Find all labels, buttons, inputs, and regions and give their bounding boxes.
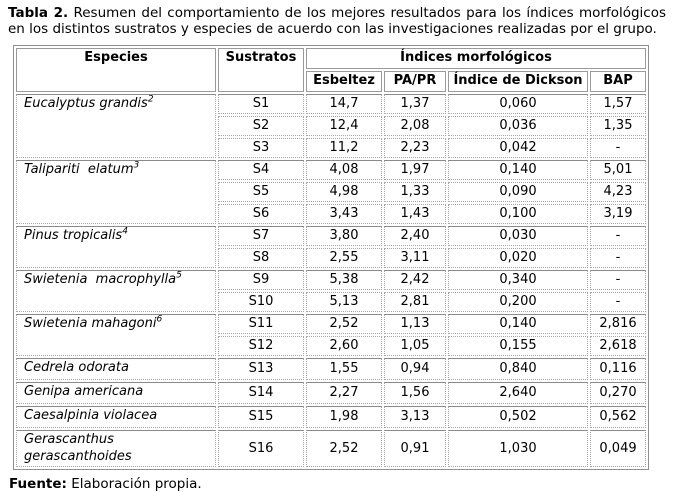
substrate-cell: S11 — [218, 314, 304, 334]
species-cell — [16, 406, 216, 428]
pa-pr-cell: 2,08 — [384, 116, 446, 136]
table-caption-text: Resumen del comportamiento de los mejores resultados para los índices morfológicos en los distintos sustratos y especies de acuerdo con las investigaciones realizadas por el grupo. — [8, 5, 666, 38]
pa-pr-cell: 1,33 — [384, 182, 446, 202]
header-indices-group: Índices morfológicos — [306, 48, 646, 69]
substrate-cell: S16 — [218, 430, 304, 467]
esbeltez-cell: 2,55 — [306, 248, 382, 268]
esbeltez-cell: 12,4 — [306, 116, 382, 136]
species-footnote-superscript: 5 — [176, 271, 182, 282]
header-indice-dickson: Índice de Dickson — [448, 71, 588, 92]
pa-pr-cell: 1,43 — [384, 204, 446, 224]
header-pa-pr: PA/PR — [384, 71, 446, 92]
species-footnote-superscript: 2 — [147, 95, 154, 106]
table-header — [16, 48, 646, 93]
esbeltez-cell: 2,27 — [306, 382, 382, 404]
bap-cell: 0,562 — [590, 406, 646, 428]
esbeltez-cell: 2,52 — [306, 314, 382, 334]
header-esbeltez: Esbeltez — [306, 71, 382, 92]
table-row — [16, 382, 646, 404]
substrate-cell: S6 — [218, 204, 304, 224]
species-name: Pinus tropicalis — [24, 228, 123, 244]
pa-pr-cell: 3,13 — [384, 406, 446, 428]
dickson-cell: 1,030 — [448, 430, 588, 467]
table-caption-label: Tabla 2. — [8, 5, 69, 21]
species-name: Gerascanthus gerascanthoides — [24, 432, 132, 464]
dickson-cell: 0,036 — [448, 116, 588, 136]
species-cell — [16, 358, 216, 380]
species-name: Talipariti elatum — [24, 162, 134, 178]
pa-pr-cell: 2,42 — [384, 270, 446, 290]
species-name: Genipa americana — [24, 384, 144, 400]
bap-cell: 0,270 — [590, 382, 646, 404]
substrate-cell: S4 — [218, 160, 304, 180]
bap-cell: - — [590, 226, 646, 246]
esbeltez-cell: 1,98 — [306, 406, 382, 428]
esbeltez-cell: 5,13 — [306, 292, 382, 312]
bap-cell: 4,23 — [590, 182, 646, 202]
species-cell — [16, 430, 216, 467]
esbeltez-cell: 11,2 — [306, 138, 382, 158]
pa-pr-cell: 1,13 — [384, 314, 446, 334]
species-cell — [16, 314, 216, 356]
substrate-cell: S5 — [218, 182, 304, 202]
dickson-cell: 0,090 — [448, 182, 588, 202]
esbeltez-cell: 5,38 — [306, 270, 382, 290]
pa-pr-cell: 3,11 — [384, 248, 446, 268]
dickson-cell: 0,200 — [448, 292, 588, 312]
bap-cell: - — [590, 138, 646, 158]
dickson-cell: 0,060 — [448, 94, 588, 114]
substrate-cell: S8 — [218, 248, 304, 268]
esbeltez-cell: 2,52 — [306, 430, 382, 467]
header-row-1 — [16, 48, 646, 69]
species-cell — [16, 94, 216, 158]
pa-pr-cell: 0,91 — [384, 430, 446, 467]
species-name: Cedrela odorata — [24, 360, 129, 376]
dickson-cell: 0,155 — [448, 336, 588, 356]
bap-cell: 2,618 — [590, 336, 646, 356]
pa-pr-cell: 1,05 — [384, 336, 446, 356]
substrate-cell: S1 — [218, 94, 304, 114]
table-row — [16, 430, 646, 467]
pa-pr-cell: 1,97 — [384, 160, 446, 180]
species-name: Eucalyptus grandis — [24, 96, 148, 112]
dickson-cell: 0,340 — [448, 270, 588, 290]
table-row — [16, 358, 646, 380]
pa-pr-cell: 2,23 — [384, 138, 446, 158]
bap-cell: - — [590, 292, 646, 312]
bap-cell: 3,19 — [590, 204, 646, 224]
esbeltez-cell: 1,55 — [306, 358, 382, 380]
substrate-cell: S9 — [218, 270, 304, 290]
dickson-cell: 0,140 — [448, 160, 588, 180]
substrate-cell: S3 — [218, 138, 304, 158]
substrate-cell: S10 — [218, 292, 304, 312]
header-sustratos: Sustratos — [218, 48, 304, 93]
bap-cell: - — [590, 270, 646, 290]
header-bap: BAP — [590, 71, 646, 92]
table-row — [16, 160, 646, 180]
species-cell — [16, 382, 216, 404]
species-footnote-superscript: 4 — [122, 227, 128, 238]
species-footnote-superscript: 6 — [156, 315, 163, 326]
bap-cell: 1,57 — [590, 94, 646, 114]
pa-pr-cell: 2,81 — [384, 292, 446, 312]
bap-cell: 1,35 — [590, 116, 646, 136]
dickson-cell: 0,020 — [448, 248, 588, 268]
species-footnote-superscript: 3 — [133, 161, 140, 172]
table-row — [16, 94, 646, 114]
table-caption — [8, 5, 666, 38]
esbeltez-cell: 3,80 — [306, 226, 382, 246]
esbeltez-cell: 2,60 — [306, 336, 382, 356]
source-note — [9, 476, 666, 492]
bap-cell: - — [590, 248, 646, 268]
species-cell — [16, 226, 216, 268]
dickson-cell: 0,030 — [448, 226, 588, 246]
bap-cell: 2,816 — [590, 314, 646, 334]
species-name: Swietenia mahagoni — [24, 316, 157, 332]
substrate-cell: S15 — [218, 406, 304, 428]
dickson-cell: 0,042 — [448, 138, 588, 158]
dickson-cell: 0,140 — [448, 314, 588, 334]
substrate-cell: S13 — [218, 358, 304, 380]
substrate-cell: S12 — [218, 336, 304, 356]
substrate-cell: S2 — [218, 116, 304, 136]
table-row — [16, 406, 646, 428]
substrate-cell: S7 — [218, 226, 304, 246]
dickson-cell: 0,840 — [448, 358, 588, 380]
species-name: Caesalpinia violacea — [24, 408, 158, 424]
header-especies: Especies — [16, 48, 216, 93]
bap-cell: 0,116 — [590, 358, 646, 380]
species-cell — [16, 160, 216, 224]
source-label: Fuente: — [9, 475, 67, 492]
pa-pr-cell: 1,37 — [384, 94, 446, 114]
esbeltez-cell: 4,08 — [306, 160, 382, 180]
pa-pr-cell: 1,56 — [384, 382, 446, 404]
pa-pr-cell: 2,40 — [384, 226, 446, 246]
species-name: Swietenia macrophylla — [24, 272, 177, 288]
dickson-cell: 0,502 — [448, 406, 588, 428]
esbeltez-cell: 4,98 — [306, 182, 382, 202]
species-cell — [16, 270, 216, 312]
table-row — [16, 270, 646, 290]
pa-pr-cell: 0,94 — [384, 358, 446, 380]
esbeltez-cell: 3,43 — [306, 204, 382, 224]
bap-cell: 0,049 — [590, 430, 646, 467]
morphological-indices-table — [13, 45, 649, 470]
substrate-cell: S14 — [218, 382, 304, 404]
table-body — [16, 94, 646, 467]
table-row — [16, 226, 646, 246]
source-text: Elaboración propia. — [66, 475, 202, 492]
dickson-cell: 0,100 — [448, 204, 588, 224]
esbeltez-cell: 14,7 — [306, 94, 382, 114]
dickson-cell: 2,640 — [448, 382, 588, 404]
bap-cell: 5,01 — [590, 160, 646, 180]
table-row — [16, 314, 646, 334]
